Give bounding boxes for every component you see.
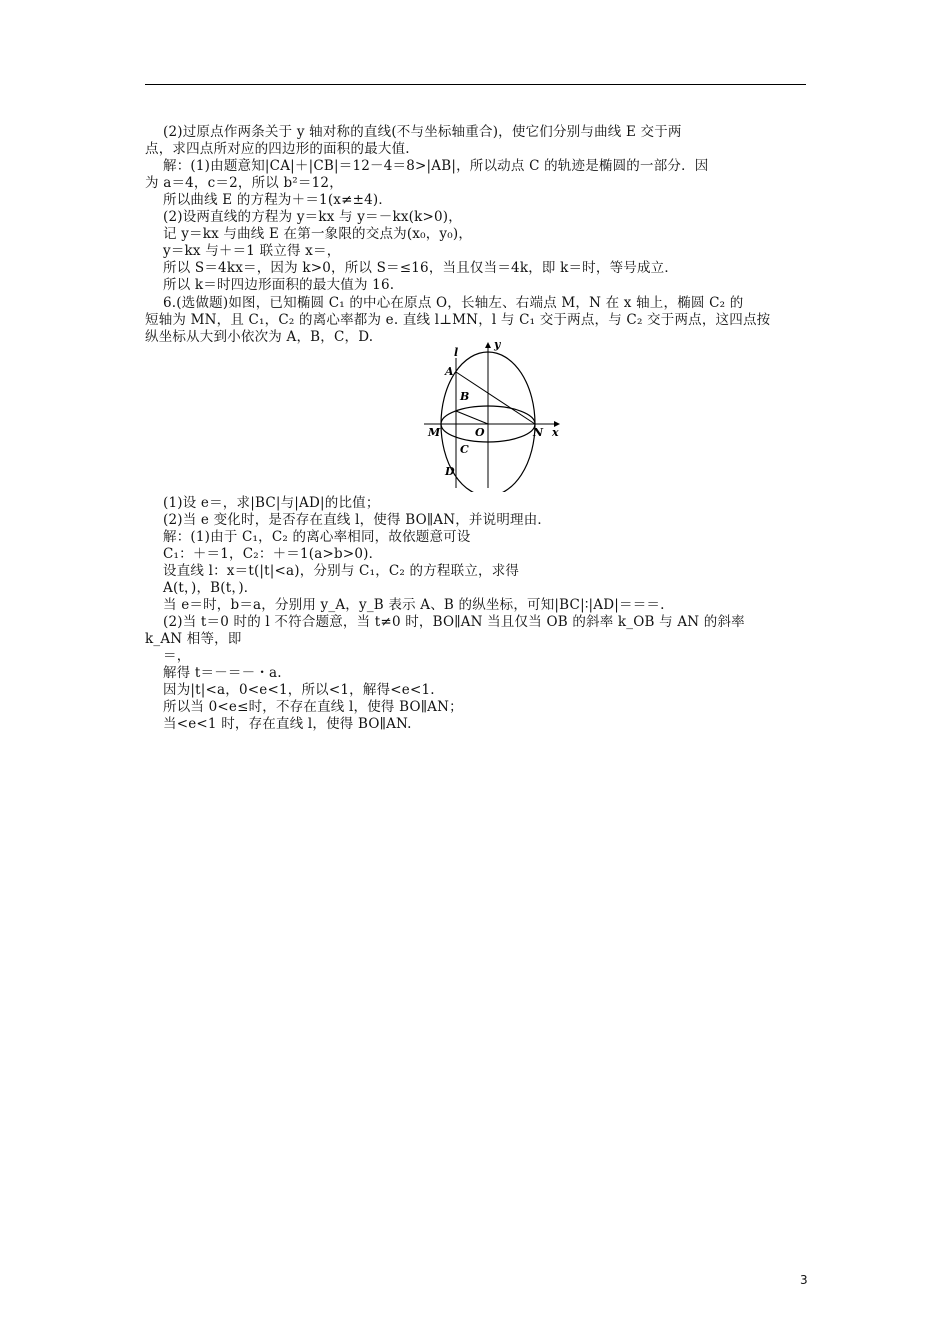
ellipse-figure (420, 340, 570, 492)
label-point-n: N (533, 426, 544, 439)
segment-bo (456, 411, 488, 424)
question-2: (2)当 e 变化时，是否存在直线 l，使得 BO∥AN，并说明理由． (163, 512, 552, 528)
solution-1-text-cont: 为 a＝4，c＝2，所以 b²＝12， (145, 175, 343, 191)
answer-2-equation: ＝， (163, 648, 191, 664)
answer-1-intro: 解：(1)由于 C₁，C₂ 的离心率相同，故依题意可设 (163, 529, 471, 545)
question-1: (1)设 e＝，求|BC|与|AD|的比值； (163, 495, 380, 511)
solution-2-solve: y＝kx 与＋＝1 联立得 x＝， (163, 243, 341, 259)
solution-2-area: 所以 S＝4kx＝，因为 k>0，所以 S＝≤16，当且仅当＝4k，即 k＝时，等号成立． (163, 260, 679, 276)
answer-1-ratio: 当 e＝时，b＝a，分别用 y_A，y_B 表示 A、B 的纵坐标，可知|BC|∶|AD|＝＝＝. (163, 597, 665, 613)
problem-2-text: (2)过原点作两条关于 y 轴对称的直线(不与坐标轴重合)，使它们分别与曲线 E 交于两 (163, 124, 682, 140)
answer-2-case-1: 所以当 0<e≤时，不存在直线 l，使得 BO∥AN； (163, 699, 463, 715)
solution-1-text: 解：(1)由题意知|CA|＋|CB|＝12－4＝8>|AB|，所以动点 C 的轨迹是椭圆的一部分．因 (163, 158, 709, 174)
problem-2-text-cont: 点，求四点所对应的四边形的面积的最大值. (145, 141, 410, 157)
problem-6-text: 6.(选做题)如图，已知椭圆 C₁ 的中心在原点 O，长轴左、右端点 M，N 在 x 轴上，椭圆 C₂ 的 (163, 295, 744, 311)
answer-2-text-cont: k_AN 相等，即 (145, 631, 242, 647)
answer-2-case-2: 当<e<1 时，存在直线 l，使得 BO∥AN. (163, 716, 412, 732)
label-point-d: D (445, 465, 455, 478)
y-axis-arrow-icon (485, 342, 491, 348)
answer-2-solve-t: 解得 t＝－＝－・a. (163, 665, 282, 681)
answer-2-range: 因为|t|<a，0<e<1，所以<1，解得<e<1. (163, 682, 435, 698)
page-number: 3 (800, 1273, 808, 1287)
label-point-o: O (475, 426, 485, 439)
answer-1-points: A(t，)，B(t，)． (163, 580, 258, 596)
label-y-axis: y (494, 340, 501, 351)
label-point-b: B (460, 390, 470, 403)
answer-1-equations: C₁：＋＝1，C₂：＋＝1(a>b>0)． (163, 546, 383, 562)
solution-2-line-eq: (2)设两直线的方程为 y＝kx 与 y＝－kx(k>0)， (163, 209, 462, 225)
label-point-a: A (445, 365, 454, 378)
label-point-m: M (428, 426, 441, 439)
label-point-c: C (460, 443, 469, 456)
solution-2-intersection: 记 y＝kx 与曲线 E 在第一象限的交点为(x₀，y₀)， (163, 226, 473, 242)
problem-6-text-cont: 短轴为 MN，且 C₁，C₂ 的离心率都为 e. 直线 l⊥MN，l 与 C₁ 交于两点，与 C₂ 交于两点，这四点按 (145, 312, 771, 328)
solution-2-conclusion: 所以 k＝时四边形面积的最大值为 16. (163, 277, 395, 293)
label-line-l: l (454, 346, 459, 359)
problem-6-text-cont2: 纵坐标从大到小依次为 A，B，C，D. (145, 329, 374, 345)
label-x-axis: x (552, 426, 559, 439)
answer-1-line-l: 设直线 l：x＝t(|t|<a)，分别与 C₁，C₂ 的方程联立，求得 (163, 563, 520, 579)
curve-equation: 所以曲线 E 的方程为＋＝1(x≠±4)． (163, 192, 393, 208)
header-rule (145, 84, 806, 85)
answer-2-text: (2)当 t＝0 时的 l 不符合题意，当 t≠0 时，BO∥AN 当且仅当 OB 的斜率 k_OB 与 AN 的斜率 (163, 614, 745, 630)
